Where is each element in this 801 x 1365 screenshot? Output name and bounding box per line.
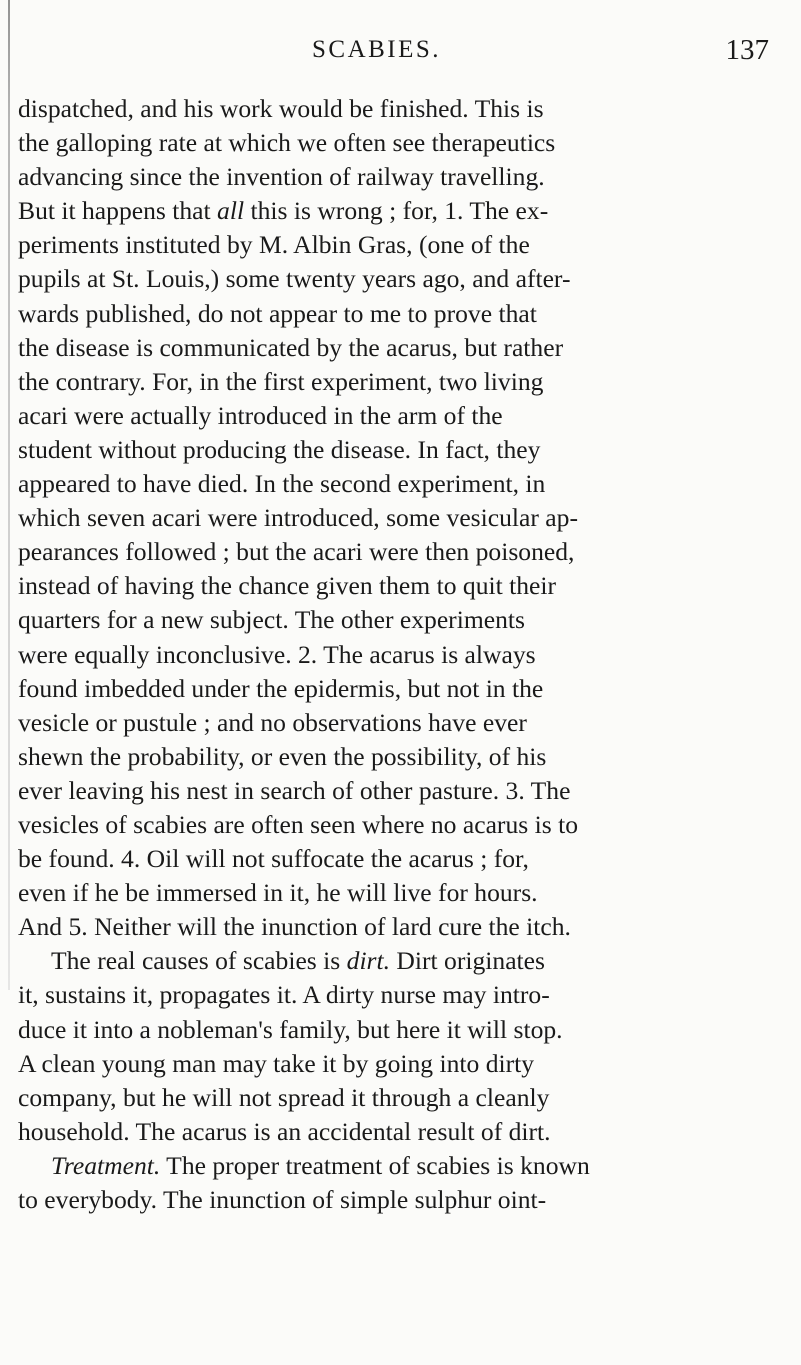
text-segment: advancing since the invention of railway travelling. [18, 162, 545, 192]
binding-shadow [8, 0, 10, 990]
text-line [18, 365, 783, 399]
text-segment: which seven acari were introduced, some vesicular ap- [18, 503, 578, 533]
text-segment: appeared to have died. In the second experiment, in [18, 469, 546, 499]
text-segment: The proper treatment of scabies is known [160, 1150, 590, 1180]
text-segment: be found. 4. Oil will not suffocate the acarus ; for, [18, 844, 529, 874]
text-segment: Dirt originates [390, 946, 545, 976]
text-line [18, 876, 783, 910]
text-line [18, 1183, 783, 1217]
italic-text: Treatment. [51, 1150, 161, 1180]
text-segment: A clean young man may take it by going into dirty [18, 1048, 535, 1078]
text-segment: pearances followed ; but the acari were then poisoned, [18, 537, 575, 567]
text-segment: it, sustains it, propagates it. A dirty nurse may intro- [18, 980, 550, 1010]
page-header [0, 34, 801, 74]
text-segment: The real causes of scabies is [51, 946, 347, 976]
text-segment: found imbedded under the epidermis, but not in the [18, 673, 544, 703]
text-line [18, 672, 783, 706]
italic-text: dirt. [346, 946, 391, 976]
text-segment: vesicle or pustule ; and no observations have ever [18, 707, 527, 737]
text-segment: wards published, do not appear to me to prove that [18, 298, 537, 328]
text-line [18, 501, 783, 535]
text-segment: the disease is communicated by the acarus, but rather [18, 332, 564, 362]
text-line [18, 774, 783, 808]
text-line [18, 1081, 783, 1115]
running-head: SCABIES. [312, 36, 442, 63]
text-segment: instead of having the chance given them to quit their [18, 571, 557, 601]
text-line [18, 808, 783, 842]
text-segment: to everybody. The inunction of simple sulphur oint- [18, 1185, 547, 1214]
text-line [18, 978, 783, 1012]
text-line [18, 126, 783, 160]
text-line [18, 433, 783, 467]
text-segment: the contrary. For, in the first experiment, two living [18, 366, 544, 396]
text-line [18, 1149, 783, 1183]
text-segment: But it happens that [18, 196, 218, 226]
text-line [18, 262, 783, 296]
text-line [18, 467, 783, 501]
text-line [18, 603, 783, 637]
text-segment: this is wrong ; for, 1. The ex- [244, 196, 549, 226]
text-segment: pupils at St. Louis,) some twenty years ago, and after- [18, 264, 571, 294]
text-segment: quarters for a new subject. The other experiments [18, 605, 525, 635]
text-line [18, 160, 783, 194]
text-segment: acari were actually introduced in the arm of the [18, 400, 503, 430]
text-line [18, 228, 783, 262]
text-segment: vesicles of scabies are often seen where no acarus is to [18, 809, 578, 839]
page-number: 137 [725, 34, 769, 66]
text-line [18, 842, 783, 876]
text-segment: shewn the probability, or even the possibility, of his [18, 741, 547, 771]
text-line [18, 1013, 783, 1047]
text-line [18, 399, 783, 433]
text-segment: were equally inconclusive. 2. The acarus is always [18, 639, 536, 669]
text-segment: the galloping rate at which we often see therapeutics [18, 128, 556, 158]
text-line [18, 910, 783, 944]
text-line [18, 535, 783, 569]
text-line [18, 1047, 783, 1081]
text-segment: ever leaving his nest in search of other pasture. 3. The [18, 775, 571, 805]
text-line [18, 194, 783, 228]
text-segment: student without producing the disease. In fact, they [18, 434, 541, 464]
text-line [18, 331, 783, 365]
text-line [18, 706, 783, 740]
text-segment: And 5. Neither will the inunction of lard cure the itch. [18, 912, 571, 942]
text-line [18, 1115, 783, 1149]
text-segment: even if he be immersed in it, he will live for hours. [18, 878, 538, 908]
text-line [18, 92, 783, 126]
text-segment: dispatched, and his work would be finished. This is [18, 94, 544, 123]
text-line [18, 569, 783, 603]
text-segment: household. The acarus is an accidental result of dirt. [18, 1116, 551, 1146]
text-line [18, 297, 783, 331]
body-text [18, 92, 783, 1217]
text-segment: company, but he will not spread it through a cleanly [18, 1082, 550, 1112]
text-line [18, 740, 783, 774]
text-segment: periments instituted by M. Albin Gras, (one of the [18, 230, 530, 260]
text-line [18, 638, 783, 672]
text-segment: duce it into a nobleman's family, but here it will stop. [18, 1014, 563, 1044]
text-line [18, 944, 783, 978]
italic-text: all [217, 196, 245, 226]
